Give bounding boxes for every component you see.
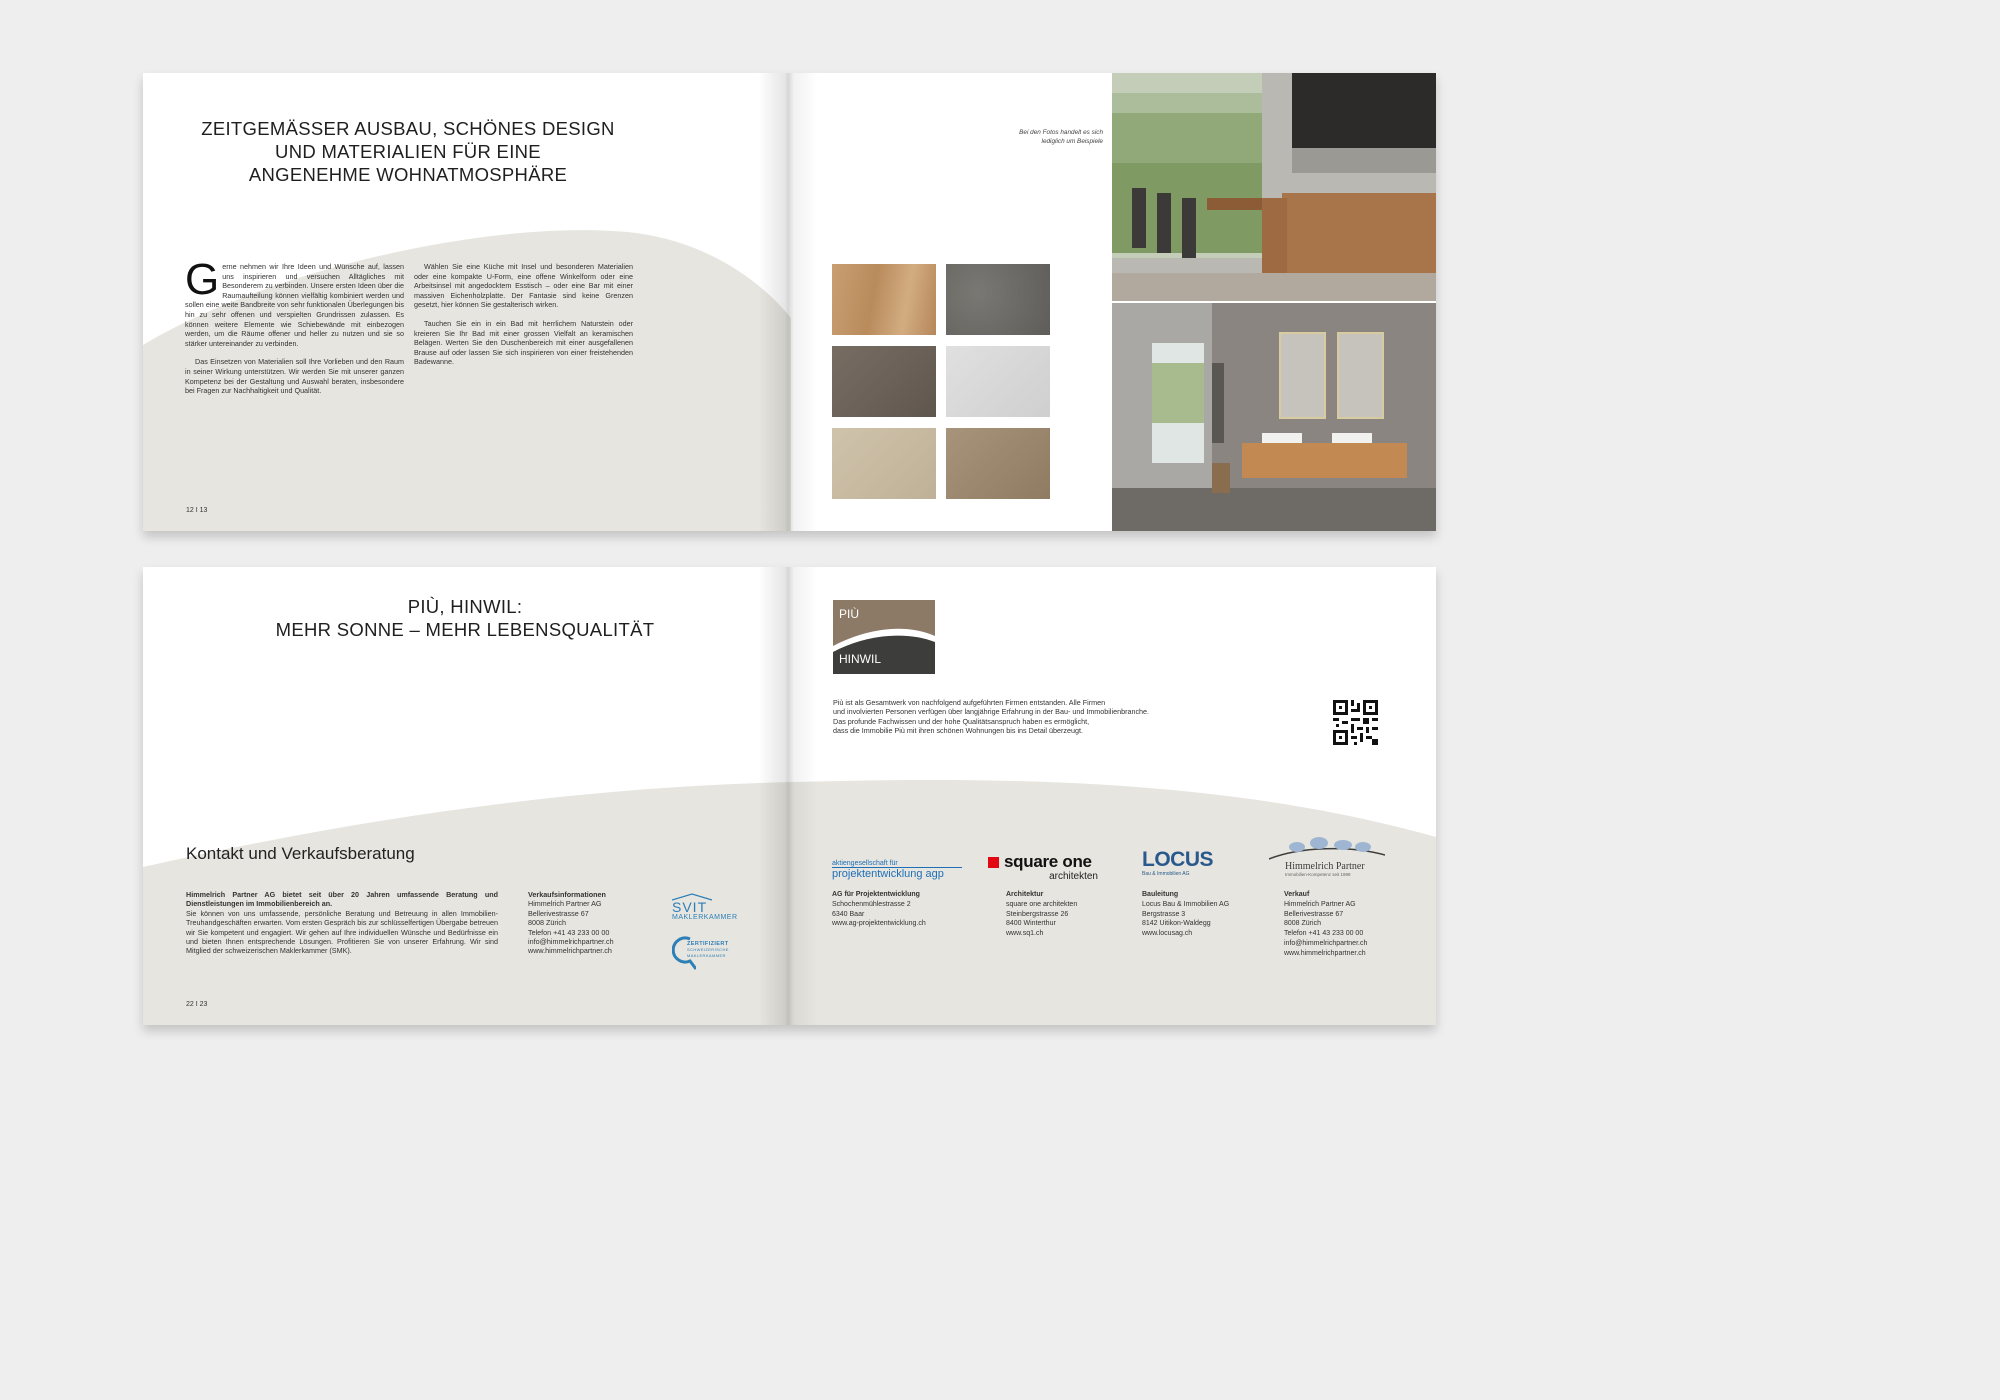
agp-logo: aktiengesellschaft für projektentwicklung agp <box>832 860 972 880</box>
sales-info: Verkaufsinformationen Himmelrich Partner AG Bellerivestrasse 67 8008 Zürich Telefon +41 43 233 00 00 info@himmelrichpartner.ch www.himmelrichpartner.ch <box>528 890 614 956</box>
partner-square-one: Architektur square one architekten Steinbergstrasse 26 8400 Winterthur www.sq1.ch <box>1006 890 1126 939</box>
himmelrich-website-link[interactable]: www.himmelrichpartner.ch <box>1284 949 1366 957</box>
page-number: 12 I 13 <box>186 507 208 514</box>
sales-email-link[interactable]: info@himmelrichpartner.ch <box>528 937 614 947</box>
qr-code[interactable] <box>1333 700 1378 745</box>
partner-agp: AG für Projektentwicklung Schochenmühlestrasse 2 6340 Baar www.ag-projektentwicklung.ch <box>832 890 972 929</box>
clouds-icon <box>1269 835 1385 861</box>
spine-shadow <box>758 73 818 531</box>
bathroom-photo <box>1112 303 1436 531</box>
swatch-oak-wood <box>832 264 936 335</box>
sq1-website-link[interactable]: www.sq1.ch <box>1006 930 1044 938</box>
text-column-2: Wählen Sie eine Küche mit Insel und besonderen Materialien oder eine kompakte U-Form, eine offene Winkelform oder eine Arbeitsinsel mit angedocktem Esstisch – oder eine Bar mit einer massiven Eichenholzplatte. Der Fantasie sind keine Grenzen gesetzt, hier können Sie gestalterisch wirken. Tauchen Sie ein in ein Bad mit herrlichem Naturstein oder kreieren Sie Ihr Bad mit einer grossen Vielfalt an keramischen Belägen. Werten Sie den Duschenbereich mit einer ausgefallenen Brause auf oder lassen Sie sich inspirieren von einer freistehenden Badewanne. <box>414 262 633 367</box>
intro-text: Più ist als Gesamtwerk von nachfolgend aufgeführten Firmen entstanden. Alle Firmen und involvierten Personen verfügen über langjährige Erfahrung in der Bau- und Immobilienbranche. Das profunde Fachwissen und der hohe Qualitätsanspruch haben es ermöglicht, dass die Immobilie Più mit ihren schönen Wohnungen bis ins Detail überzeugt. <box>833 698 1150 736</box>
contact-description: Himmelrich Partner AG bietet seit über 20 Jahren umfassende Beratung und Dienstleistungen im Immobilienbereich an. Sie können von uns umfassende, persönliche Beratung und Betreuung in allen Immobilien-Treuhandgeschäften erwarten. Vom ersten Gespräch bis zur schlüsselfertigen Übergabe betreuen wir Sie kompetent und engagiert. Wir gehen auf Ihre individuellen Wünsche und Bedürfnisse ein und bieten Ihnen entsprechende Lösungen. Profitieren Sie von unserer Erfahrung. Wir sind Mitglied der schweizerischen Maklerkammer (SMK). <box>186 890 498 956</box>
swatch-dark-stone <box>946 264 1050 335</box>
page-headline: PIÙ, HINWIL: MEHR SONNE – MEHR LEBENSQUALITÄT <box>275 596 655 640</box>
partner-locus: Bauleitung Locus Bau & Immobilien AG Bergstrasse 3 8142 Uitikon-Waldegg www.locusag.ch <box>1142 890 1267 939</box>
locus-logo: LOCUS Bau & Immobilien AG <box>1142 848 1213 877</box>
contact-heading: Kontakt und Verkaufsberatung <box>186 844 415 863</box>
himmelrich-logo: Himmelrich Partner Immobilien-Kompetenz seit 1998 <box>1269 835 1389 877</box>
piu-hinwil-logo: PIÙ HINWIL <box>833 600 935 674</box>
svit-logo: SVIT MAKLERKAMMER <box>672 893 752 921</box>
photo-caption: Bei den Fotos handelt es sich lediglich um Beispiele <box>1019 129 1103 145</box>
himmelrich-email-link[interactable]: info@himmelrichpartner.ch <box>1284 939 1368 947</box>
brochure-spread-12-13 <box>143 73 1436 531</box>
partner-himmelrich: Verkauf Himmelrich Partner AG Bellerivestrasse 67 8008 Zürich Telefon +41 43 233 00 00 info@himmelrichpartner.ch www.himmelrichpartner.ch <box>1284 890 1409 959</box>
locus-website-link[interactable]: www.locusag.ch <box>1142 930 1193 938</box>
text-column-1: Gerne nehmen wir Ihre Ideen und Wünsche auf, lassen uns inspirieren und versuchen Alltägliches mit Besonderem zu verbinden. Unsere ersten Ideen über die Raumaufteilung können vielfältig kombiniert werden und sollen eine weite Bandbreite von sehr funktionalen Überlegungen bis hin zu sehr offenen und verspielten Grundrissen zulassen. Es können weitere Elemente wie Schiebewände mit einbezogen werden, um die Räume offener und heller zu nutzen und sie so stärker untereinander zu verbinden. Das Einsetzen von Materialien soll Ihre Vorlieben und den Raum in seiner Wirkung unterstützen. Wir werden Sie mit unserer ganzen Kompetenz bei der Gestaltung und Auswahl beraten, insbesondere bei Fragen zur Nachhaltigkeit und Qualität. <box>185 255 404 396</box>
agp-website-link[interactable]: www.ag-projektentwicklung.ch <box>832 920 926 928</box>
red-square-icon <box>988 857 999 868</box>
square-one-logo: square one architekten <box>988 852 1113 881</box>
swatch-taupe <box>946 428 1050 499</box>
spine-shadow <box>758 567 818 1025</box>
swatch-light-grey <box>946 346 1050 417</box>
sales-website-link[interactable]: www.himmelrichpartner.ch <box>528 946 612 956</box>
swatch-brown-ceramic <box>832 346 936 417</box>
page-headline: ZEITGEMÄSSER AUSBAU, SCHÖNES DESIGN UND MATERIALIEN FÜR EINE ANGENEHME WOHNATMOSPHÄRE <box>201 118 615 185</box>
brochure-spread-22-23: PIÙ, HINWIL: MEHR SONNE – MEHR LEBENSQUALITÄT Kontakt und Verkaufsberatung Himmelrich Partner AG bietet seit über 20 Jahren umfassende Beratung und Dienstleistungen im Immobilienbereich an. Sie können von uns umfassende, persönliche Beratung und Betreuung in allen Immobilien-Treuhandgeschäften erwarten. Vom ersten Gespräch bis zur schlüsselfertigen Übergabe betreuen wir Sie kompetent und engagiert. Wir gehen auf Ihre individuellen Wünsche und Bedürfnisse ein und bieten Ihnen entsprechende Lösungen. Profitieren Sie von unserer Erfahrung. Wir sind Mitglied der schweizerischen Maklerkammer (SMK). Verkaufsinformationen Himmelrich Partner AG Bellerivestrasse 67 8008 Zürich Telefon +41 43 233 00 00 info@himmelrichpartner.ch www.himmelrichpartner.ch SVIT MAKLERKAMMER ZERTIFIZIERT SCHWEIZERISCHE MAKLERKAMMER 22 I 23 PIÙ HINWIL Più ist als Gesamtwerk von nachfolgend aufgeführten Firmen entstanden. Alle Firmen und involvierten Personen verfügen über langjährige Erfahrung in der Bau- und Immobilienbranche. Das profunde Fachwissen und der hohe Qualitätsanspruch haben es ermöglicht, dass die Immobilie Più mit ihren schönen Wohnungen bis ins Detail überzeugt. aktiengesellschaft für projektentwicklung agp square one architekten LOCUS Bau & Immobilien AG Himmelrich Partner Immobilien-Kompetenz seit 1998 AG für Projektentwicklung Schochenmühlestrasse 2 6340 Baar www.ag-projektentwicklung.ch Architektur square one architekten Steinbergstrasse 26 8400 Winterthur www.sq1.ch Bauleitung Locus Bau & Immobilien AG Bergstrasse 3 8142 Uitikon-Waldegg www.locusag.ch Verkauf Himmelrich Partner AG Bellerivestrasse 67 8008 Zürich Telefon +41 43 233 00 00 info@himmelrichpartner.ch www.himmelrichpartner.ch <box>143 567 1436 1025</box>
page-number: 22 I 23 <box>186 1001 208 1008</box>
kitchen-photo <box>1112 73 1436 301</box>
drop-cap: G <box>185 255 220 304</box>
swatch-beige <box>832 428 936 499</box>
